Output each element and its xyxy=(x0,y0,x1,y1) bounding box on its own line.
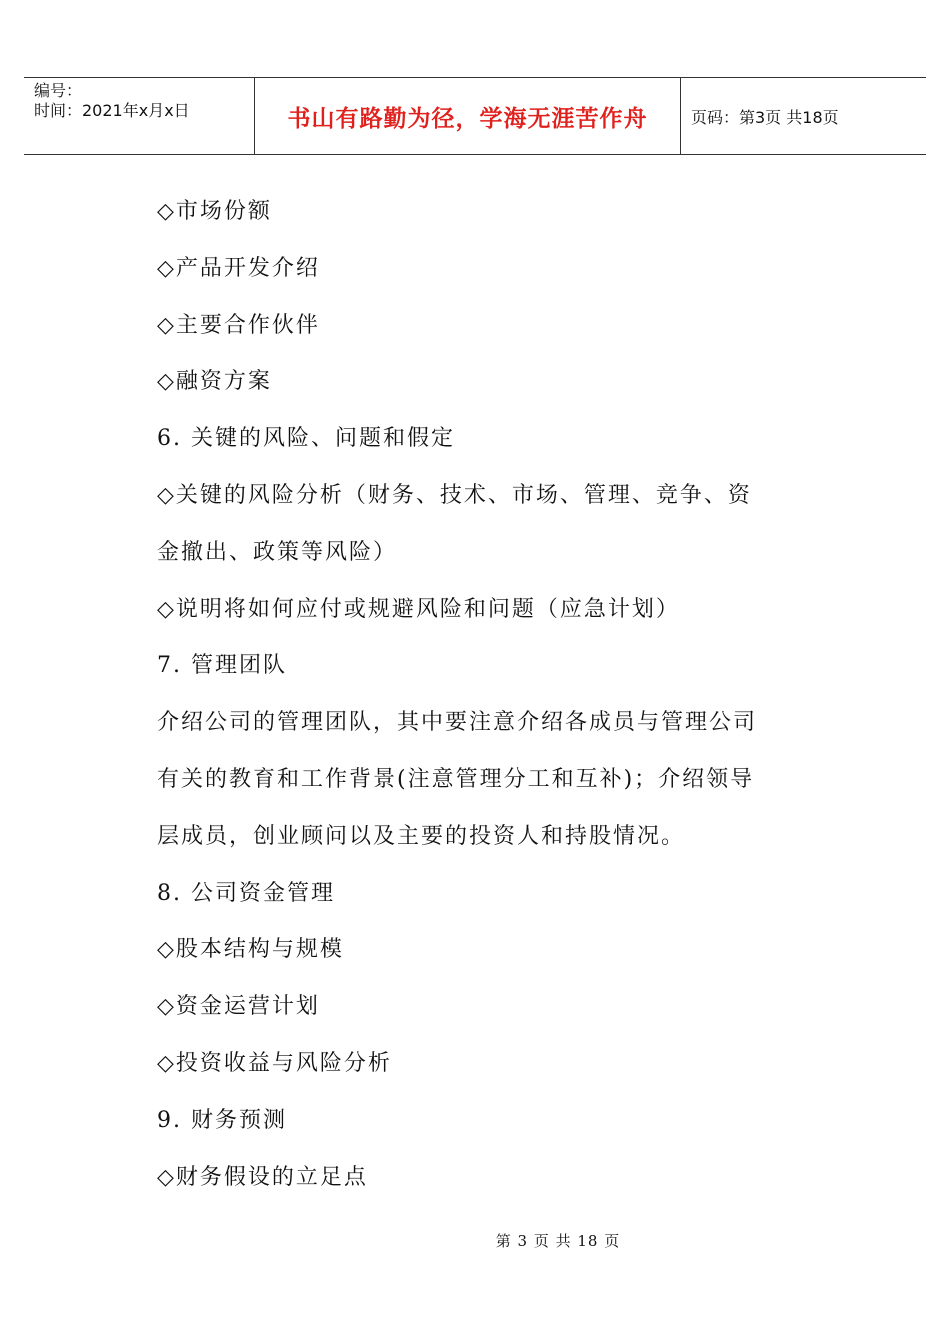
text-line: ◇市场份额 xyxy=(157,199,272,224)
page-header xyxy=(24,77,926,155)
text-line: ◇产品开发介绍 xyxy=(157,255,320,281)
document-number-label: 编号： xyxy=(34,81,83,100)
text-line: ◇投资收益与风险分析 xyxy=(157,1050,392,1076)
page-footer: 第 3 页 共 18 页 xyxy=(495,1232,621,1250)
section-heading: 9. 财务预测 xyxy=(157,1107,287,1133)
section-heading: 7. 管理团队 xyxy=(157,653,287,679)
text-line: ◇融资方案 xyxy=(157,369,272,395)
text-line: ◇说明将如何应付或规避风险和问题（应急计划） xyxy=(157,596,680,622)
section-heading: 8. 公司资金管理 xyxy=(157,880,335,906)
text-line: ◇股本结构与规模 xyxy=(157,937,344,963)
header-page-info: 页码：第3页 共18页 xyxy=(691,107,839,127)
text-line: 金撤出、政策等风险） xyxy=(157,539,398,565)
document-time-label: 时间：2021年x月x日 xyxy=(34,101,190,120)
header-motto: 书山有路勤为径，学海无涯苦作舟 xyxy=(287,105,648,132)
document-body xyxy=(157,184,797,1206)
header-page-cell xyxy=(681,78,926,154)
paragraph-line: 介绍公司的管理团队，其中要注意介绍各成员与管理公司 xyxy=(157,710,758,736)
header-meta-cell xyxy=(24,78,255,154)
text-line: ◇关键的风险分析（财务、技术、市场、管理、竞争、资 xyxy=(157,482,752,508)
section-heading: 6. 关键的风险、问题和假定 xyxy=(157,426,455,452)
text-line: ◇资金运营计划 xyxy=(157,994,320,1020)
header-motto-cell xyxy=(255,78,681,154)
paragraph-line: 层成员，创业顾问以及主要的投资人和持股情况。 xyxy=(157,823,686,849)
text-line: ◇财务假设的立足点 xyxy=(157,1164,368,1190)
text-line: ◇主要合作伙伴 xyxy=(157,312,320,338)
paragraph-line: 有关的教育和工作背景(注意管理分工和互补)；介绍领导 xyxy=(157,766,755,792)
